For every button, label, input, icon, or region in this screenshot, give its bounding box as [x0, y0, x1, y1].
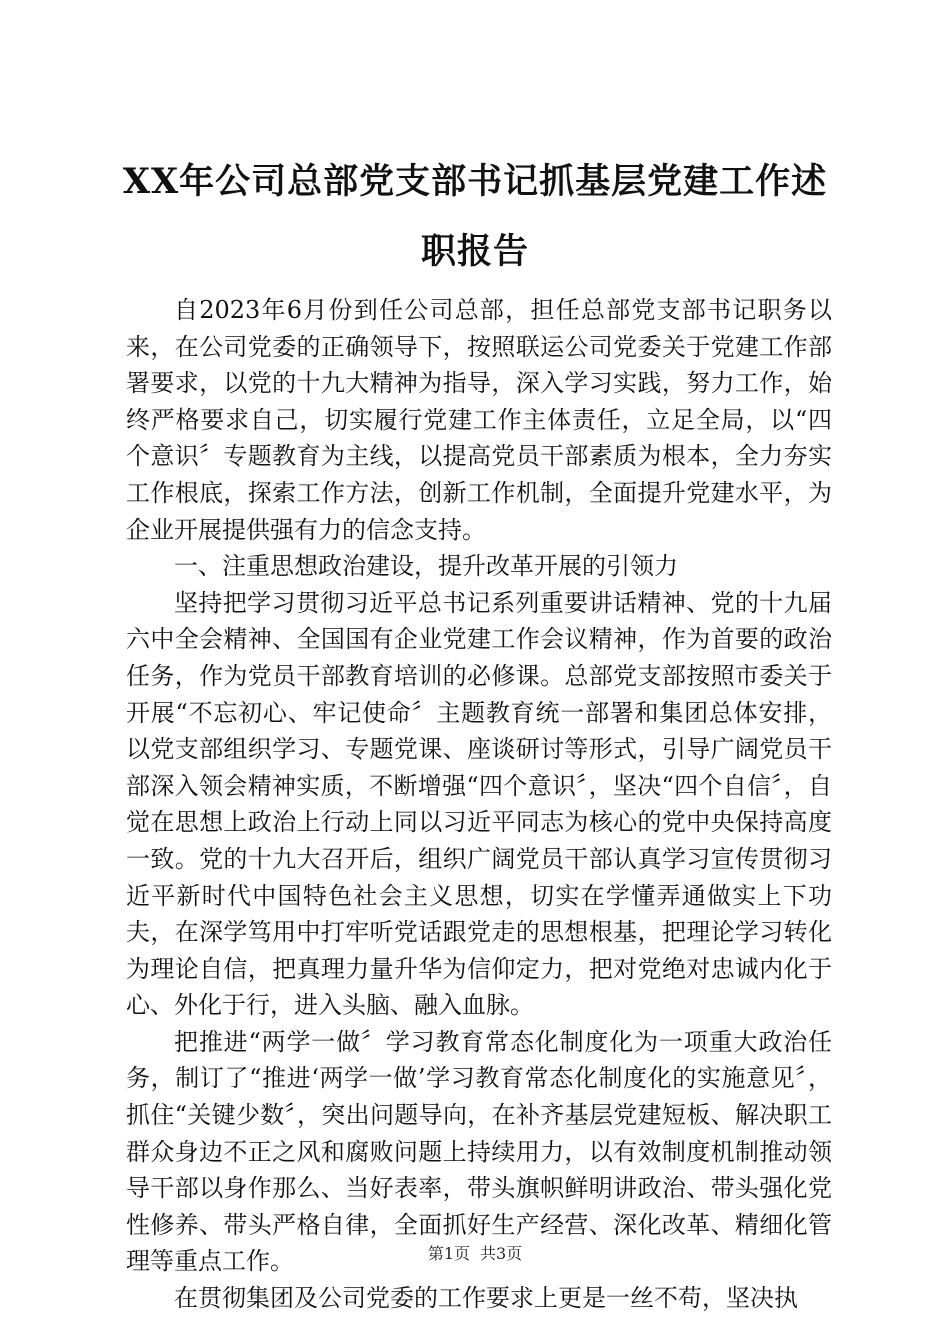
document-title-line-1: XX年公司总部党支部书记抓基层党建工作述	[122, 161, 828, 202]
page-footer	[0, 1243, 950, 1265]
paragraph-implementation: 在贯彻集团及公司党委的工作要求上更是一丝不苟，坚决执	[174, 1284, 798, 1313]
section-heading-1: 一、注重思想政治建设，提升改革开展的引领力	[174, 552, 678, 581]
paragraph-intro: 自2023年6月份到任公司总部，担任总部党支部书记职务以来，在公司党委的正确领导下，按照联运公司党委关于党建工作部署要求，以党的十九大精神为指导，深入学习实践，努力工作，始终严格要求自己，切实履行党建工作主体责任，立足全局，以“四个意识〞专题教育为主线，以提高党员干部素质为根本，全力夯实工作根底，探索工作方法，创新工作机制，全面提升党建水平，为企业开展提供强有力的信念支持。	[126, 296, 832, 544]
page-number-current: 第1页	[427, 1244, 470, 1263]
document-body	[126, 292, 832, 1317]
paragraph-two-learn-one-do: 把推进“两学一做〞学习教育常态化制度化为一项重大政治任务，制订了“推进‘两学一做’学习教育常态化制度化的实施意见〞，抓住“关键少数〞，突出问题导向，在补齐基层党建短板、解决职工群众身边不正之风和腐败问题上持续用力，以有效制度机制推动领导干部以身作那么、当好表率，带头旗帜鲜明讲政治、带头强化党性修养、带头严格自律，全面抓好生产经营、深化改革、精细化管理等重点工作。	[126, 1027, 832, 1276]
paragraph-study: 坚持把学习贯彻习近平总书记系列重要讲话精神、党的十九届六中全会精神、全国国有企业党建工作会议精神，作为首要的政治任务，作为党员干部教育培训的必修课。总部党支部按照市委关于开展“不忘初心、牢记使命〞主题教育统一部署和集团总体安排，以党支部组织学习、专题党课、座谈研讨等形式，引导广阔党员干部深入领会精神实质，不断增强“四个意识〞，坚决“四个自信〞，自觉在思想上政治上行动上同以习近平同志为核心的党中央保持高度一致。党的十九大召开后，组织广阔党员干部认真学习宣传贯彻习近平新时代中国特色社会主义思想，切实在学懂弄通做实上下功夫，在深学笃用中打牢听党话跟党走的思想根基，把理论学习转化为理论自信，把真理力量升华为信仰定力，把对党绝对忠诚内化于心、外化于行，进入头脑、融入血脉。	[126, 588, 832, 1020]
page-number-total: 共3页	[480, 1244, 523, 1263]
document-title-line-2: 职报告	[420, 231, 529, 272]
